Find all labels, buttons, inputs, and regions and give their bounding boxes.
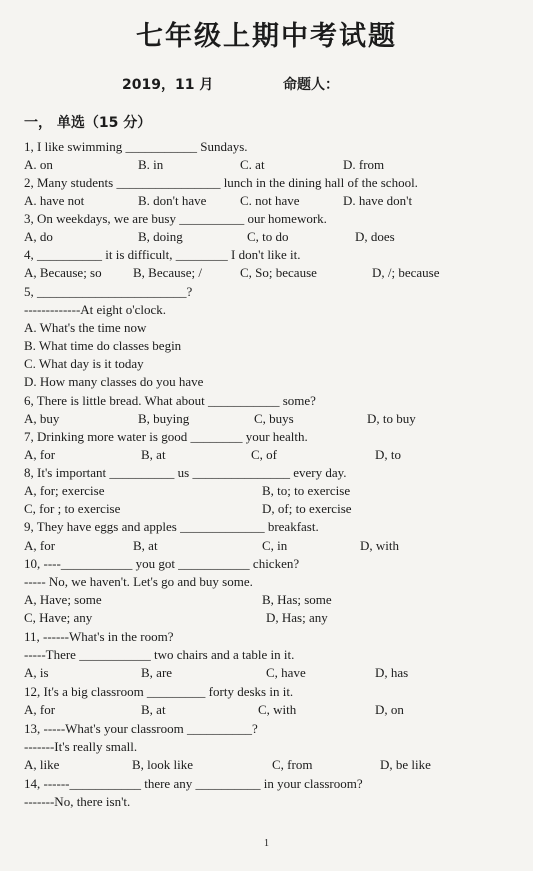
question-11-option-b: B, are xyxy=(141,665,173,680)
exam-date: 2019，11 月 xyxy=(122,77,214,93)
question-4-option-c: C, So; because xyxy=(240,265,317,280)
question-2-option-d: D. have don't xyxy=(343,193,413,208)
question-5-option-b: B. What time do classes begin xyxy=(24,338,182,353)
question-2-option-c: C. not have xyxy=(240,193,300,208)
section-heading: 一， 单选（15 分） xyxy=(24,115,152,131)
question-10-option-d: D, Has; any xyxy=(266,610,328,625)
question-13-option-a: A, like xyxy=(24,757,60,772)
question-13-option-c: C, from xyxy=(272,757,313,772)
question-9-option-c: C, in xyxy=(262,538,288,553)
question-10-option-a: A, Have; some xyxy=(24,592,102,607)
question-3-option-b: B, doing xyxy=(138,229,183,244)
question-4-option-d: D, /; because xyxy=(372,265,440,280)
question-10-text: 10, ----___________ you got ___________ chicken? xyxy=(24,556,300,571)
question-3-option-a: A, do xyxy=(24,229,53,244)
question-12-text: 12, It's a big classroom _________ forty desks in it. xyxy=(24,684,294,699)
question-8-option-a: A, for; exercise xyxy=(24,483,105,498)
question-12-option-b: B, at xyxy=(141,702,166,717)
question-10-dialogue: ----- No, we haven't. Let's go and buy some. xyxy=(24,574,253,589)
question-5-dialogue: -------------At eight o'clock. xyxy=(24,302,167,317)
question-8-option-b: B, to; to exercise xyxy=(262,483,351,498)
question-5-option-a: A. What's the time now xyxy=(24,320,147,335)
question-12-option-d: D, on xyxy=(375,702,404,717)
exam-title: 七年级上期中考试题 xyxy=(136,21,397,52)
question-11-option-a: A, is xyxy=(24,665,49,680)
question-5-text: 5, _______________________? xyxy=(24,284,193,299)
question-9-option-d: D, with xyxy=(360,538,399,553)
question-7-text: 7, Drinking more water is good ________ your health. xyxy=(24,429,308,444)
question-8-text: 8, It's important __________ us _______________ every day. xyxy=(24,465,347,480)
question-13-text: 13, -----What's your classroom __________? xyxy=(24,721,258,736)
author-label: 命题人： xyxy=(283,77,339,93)
question-9-text: 9, They have eggs and apples _____________ breakfast. xyxy=(24,519,319,534)
question-2-option-a: A. have not xyxy=(24,193,85,208)
question-6-text: 6, There is little bread. What about ___________ some? xyxy=(24,393,316,408)
question-3-option-c: C, to do xyxy=(247,229,289,244)
question-7-option-a: A, for xyxy=(24,447,56,462)
question-6-option-d: D, to buy xyxy=(367,411,416,426)
page-number: 1 xyxy=(264,838,269,849)
question-4-option-a: A, Because; so xyxy=(24,265,102,280)
question-13-option-d: D, be like xyxy=(380,757,431,772)
question-10-option-c: C, Have; any xyxy=(24,610,93,625)
question-7-option-c: C, of xyxy=(251,447,277,462)
question-5-option-d: D. How many classes do you have xyxy=(24,374,204,389)
question-7-option-d: D, to xyxy=(375,447,401,462)
question-11-option-d: D, has xyxy=(375,665,409,680)
question-2-text: 2, Many students ________________ lunch in the dining hall of the school. xyxy=(24,175,418,190)
question-11-dialogue: -----There ___________ two chairs and a table in it. xyxy=(24,647,295,662)
question-13-option-b: B, look like xyxy=(132,757,194,772)
question-9-option-a: A, for xyxy=(24,538,56,553)
question-8-option-d: D, of; to exercise xyxy=(262,501,352,516)
question-13-dialogue: -------It's really small. xyxy=(24,739,138,754)
question-4-option-b: B, Because; / xyxy=(133,265,202,280)
question-1-option-b: B. in xyxy=(138,157,164,172)
question-7-option-b: B, at xyxy=(141,447,166,462)
question-4-text: 4, __________ it is difficult, ________ I don't like it. xyxy=(24,247,301,262)
question-11-text: 11, ------What's in the room? xyxy=(24,629,174,644)
question-14-dialogue: -------No, there isn't. xyxy=(24,794,131,809)
question-1-option-c: C. at xyxy=(240,157,265,172)
question-2-option-b: B. don't have xyxy=(138,193,207,208)
question-12-option-c: C, with xyxy=(258,702,297,717)
question-1-text: 1, I like swimming ___________ Sundays. xyxy=(24,139,248,154)
question-9-option-b: B, at xyxy=(133,538,158,553)
question-1-option-a: A. on xyxy=(24,157,53,172)
question-1-option-d: D. from xyxy=(343,157,385,172)
question-11-option-c: C, have xyxy=(266,665,306,680)
question-10-option-b: B, Has; some xyxy=(262,592,332,607)
question-3-option-d: D, does xyxy=(355,229,395,244)
question-5-option-c: C. What day is it today xyxy=(24,356,144,371)
question-6-option-a: A, buy xyxy=(24,411,60,426)
question-8-option-c: C, for ; to exercise xyxy=(24,501,121,516)
question-14-text: 14, ------___________ there any __________ in your classroom? xyxy=(24,776,363,791)
question-6-option-b: B, buying xyxy=(138,411,190,426)
question-6-option-c: C, buys xyxy=(254,411,294,426)
question-3-text: 3, On weekdays, we are busy __________ our homework. xyxy=(24,211,327,226)
question-12-option-a: A, for xyxy=(24,702,56,717)
